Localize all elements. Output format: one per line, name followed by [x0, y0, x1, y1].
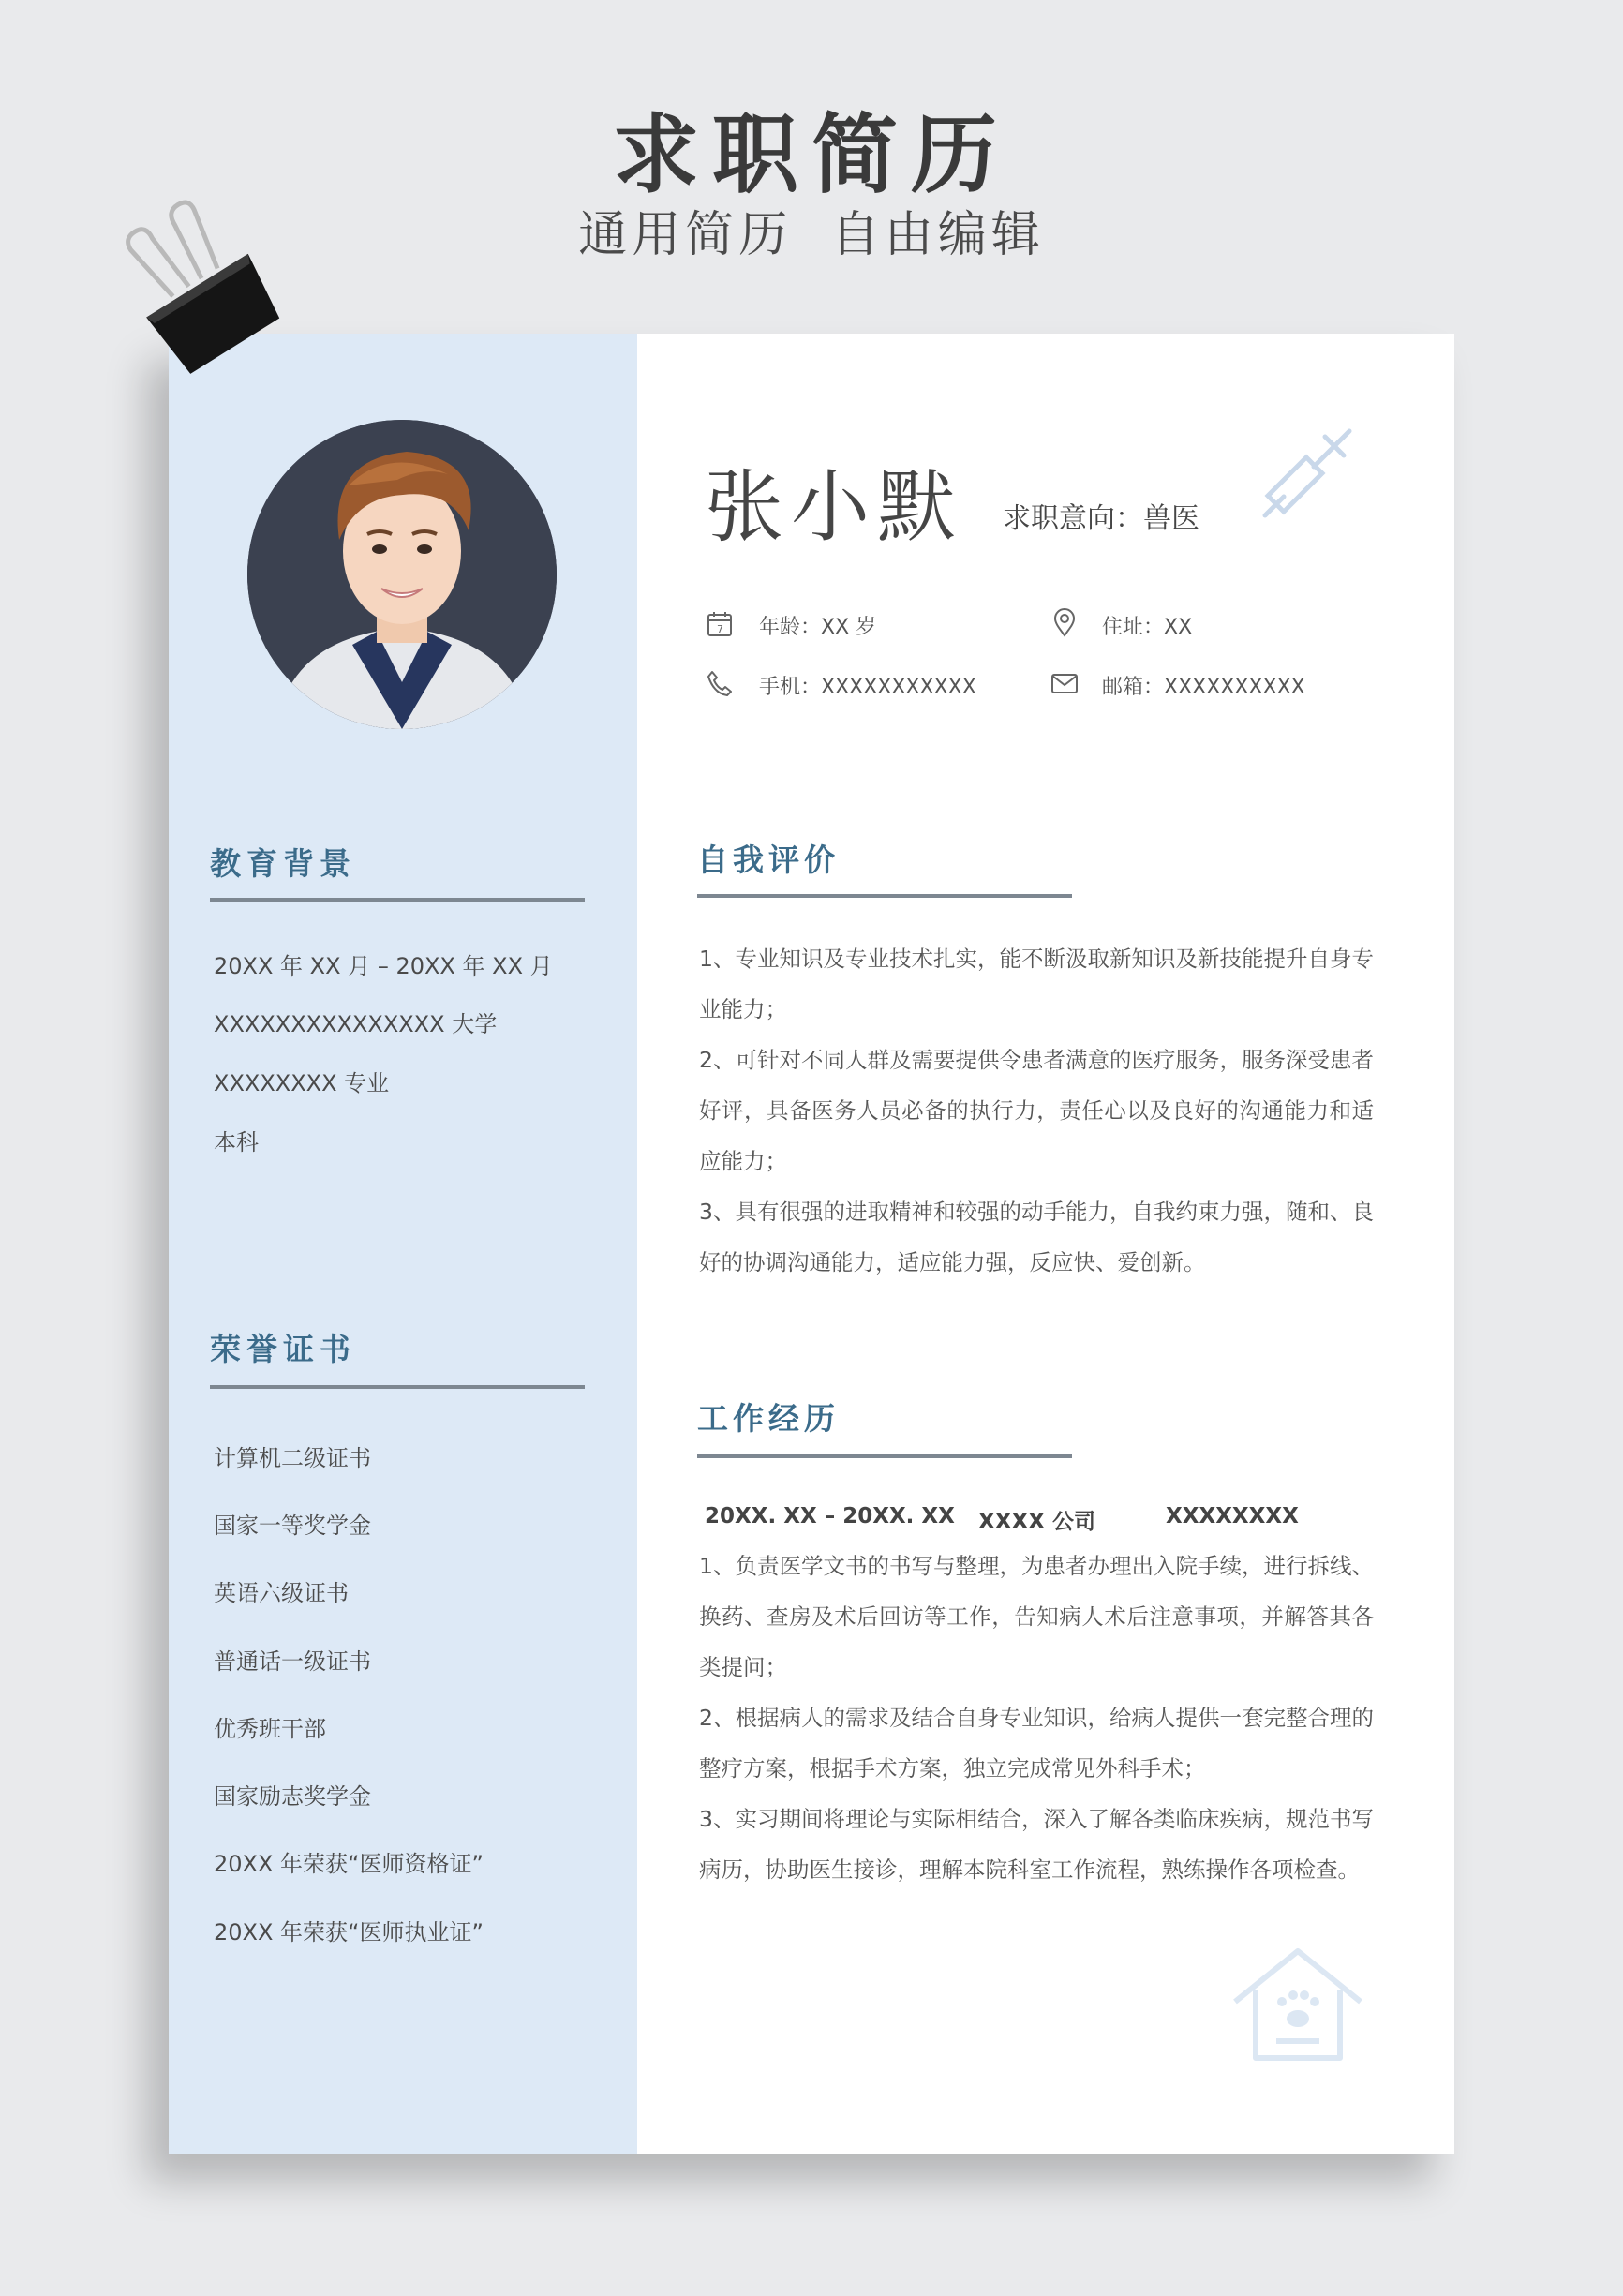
phone-icon: [705, 668, 735, 698]
education-heading: 教育背景: [210, 845, 356, 882]
binder-clip-icon: [122, 197, 290, 375]
work-position: XXXXXXXX: [1166, 1504, 1299, 1528]
honors-rule: [210, 1385, 585, 1389]
honor-item: 国家励志奖学金: [214, 1783, 371, 1810]
phone-field: 手机：XXXXXXXXXXX: [759, 676, 976, 699]
honor-item: 普通话一级证书: [214, 1648, 371, 1675]
self-eval-heading: 自我评价: [697, 842, 840, 878]
work-company: XXXX 公司: [978, 1510, 1095, 1534]
education-school: XXXXXXXXXXXXXXX 大学: [214, 1011, 498, 1037]
candidate-name: 张小默: [705, 461, 964, 553]
pet-house-icon: [1228, 1944, 1368, 2065]
work-text: 1、负责医学文书的书写与整理，为患者办理出入院手续，进行拆线、换药、查房及术后回访等工作，告知病人术后注意事项，并解答其各类提问； 2、根据病人的需求及结合自身专业知识，给病人提供一套完整合理的整疗方案，根据手术方案，独立完成常见外科手术； 3、实习期间将理论与实际相结合，深入了解各类临床疾病，规范书写病历，协助医生接诊，理解本院科室工作流程，熟练操作各项检查。: [699, 1553, 1374, 1883]
page-subheading: 通用简历 自由编辑: [578, 207, 1045, 263]
honor-item: 国家一等奖学金: [214, 1513, 371, 1539]
work-period: 20XX. XX – 20XX. XX: [705, 1504, 955, 1528]
sidebar: [169, 334, 637, 2154]
resume-sheet: [169, 334, 1454, 2154]
email-field: 邮箱：XXXXXXXXXX: [1102, 676, 1305, 699]
age-field: 年龄：XX 岁: [759, 616, 877, 639]
self-eval-text: 1、专业知识及专业技术扎实，能不断汲取新知识及新技能提升自身专业能力； 2、可针对不同人群及需要提供令患者满意的医疗服务，服务深受患者好评，具备医务人员必备的执行力，责任心以及良好的沟通能力和适应能力； 3、具有很强的进取精神和较强的动手能力，自我约束力强，随和、良好的协调沟通能力，适应能力强，反应快、爱创新。: [699, 946, 1374, 1275]
education-degree: 本科: [214, 1129, 259, 1155]
self-eval-rule: [697, 894, 1072, 898]
work-rule: [697, 1454, 1072, 1458]
page-heading: 求职简历: [612, 105, 1010, 205]
location-icon: [1050, 607, 1080, 637]
mail-icon: [1050, 668, 1080, 698]
address-field: 住址：XX: [1102, 616, 1193, 639]
honors-heading: 荣誉证书: [210, 1331, 356, 1367]
honor-item: 优秀班干部: [214, 1716, 326, 1742]
honor-item: 20XX 年荣获“医师资格证”: [214, 1851, 484, 1877]
honor-item: 计算机二级证书: [214, 1445, 371, 1471]
honor-item: 英语六级证书: [214, 1580, 349, 1606]
svg-text:7: 7: [717, 623, 723, 635]
education-rule: [210, 898, 585, 902]
syringe-icon: [1256, 422, 1359, 525]
avatar: [247, 420, 557, 729]
job-intent: 求职意向：兽医: [1003, 502, 1199, 535]
calendar-icon: [705, 609, 735, 639]
work-heading: 工作经历: [697, 1400, 840, 1437]
education-major: XXXXXXXX 专业: [214, 1070, 390, 1096]
education-period: 20XX 年 XX 月 – 20XX 年 XX 月: [214, 953, 553, 979]
honor-item: 20XX 年荣获“医师执业证”: [214, 1919, 484, 1946]
